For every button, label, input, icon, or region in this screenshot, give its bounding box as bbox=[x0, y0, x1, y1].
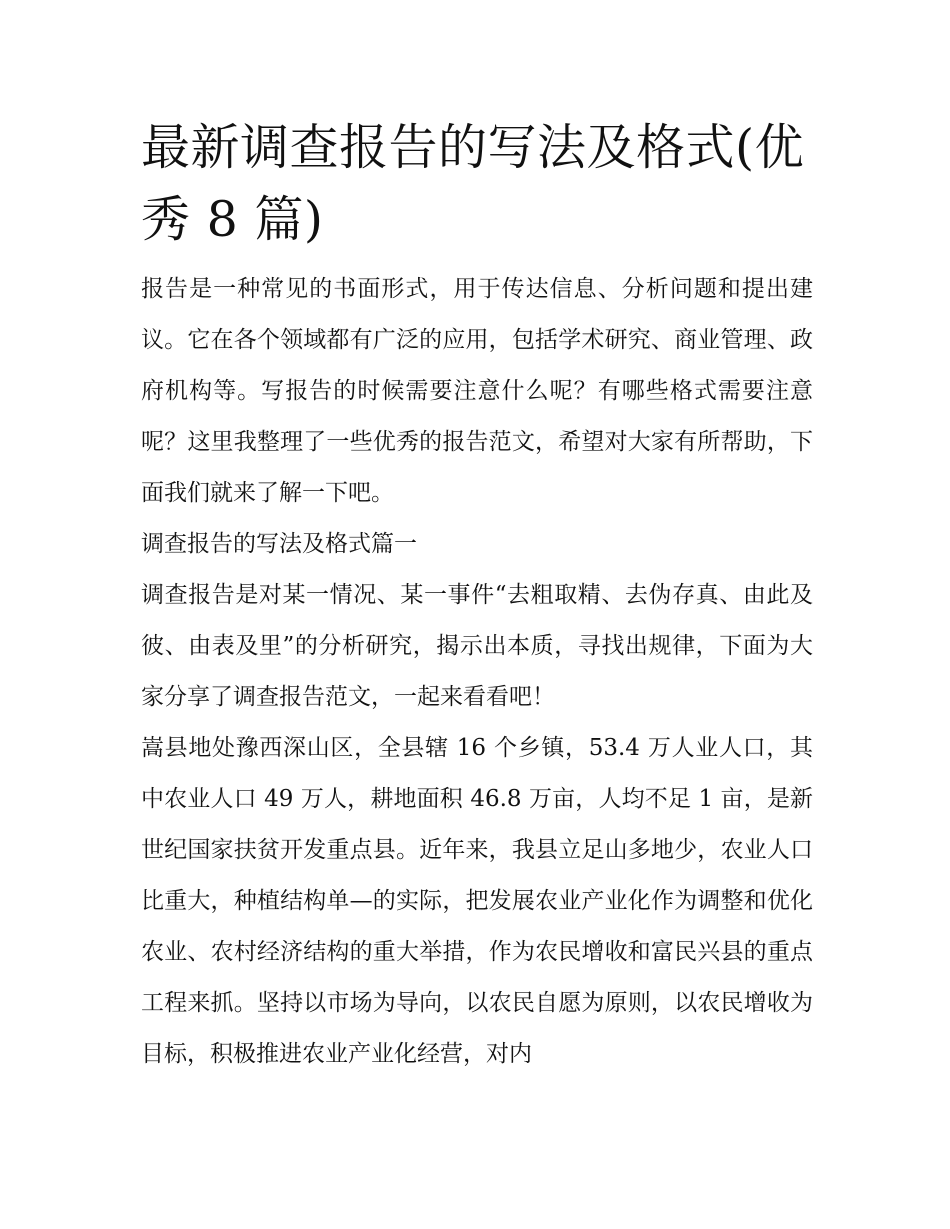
section-heading: 调查报告的写法及格式篇一 bbox=[141, 531, 417, 557]
section-intro-paragraph: 调查报告是对某一情况、某一事件“去粗取精、去伪存真、由此及彼、由表及里”的分析研究，揭示出本质，寻找出规律，下面为大家分享了调查报告范文，一起来看看吧！ bbox=[141, 582, 813, 710]
intro-paragraph: 报告是一种常见的书面形式，用于传达信息、分析问题和提出建议。它在各个领域都有广泛的应用，包括学术研究、商业管理、政府机构等。写报告的时候需要注意什么呢？有哪些格式需要注意呢？这里我整理了一些优秀的报告范文，希望对大家有所帮助，下面我们就来了解一下吧。 bbox=[141, 276, 813, 506]
document-title: 最新调查报告的写法及格式(优秀 8 篇) bbox=[141, 119, 805, 248]
document-body bbox=[141, 264, 813, 1080]
report-paragraph: 嵩县地处豫西深山区，全县辖 16 个乡镇，53.4 万人业人口，其中农业人口 49 万人，耕地面积 46.8 万亩，人均不足 1 亩，是新世纪国家扶贫开发重点县。近年来，我县立足山多地少，农业人口比重大，种植结构单—的实际，把发展农业产业化作为调整和优化农业、农村经济结构的重大举措，作为农民增收和富民兴县的重点工程来抓。坚持以市场为导向，以农民自愿为原则，以农民增收为目标，积极推进农业产业化经营，对内 bbox=[141, 735, 813, 1067]
document-content bbox=[141, 112, 813, 1080]
